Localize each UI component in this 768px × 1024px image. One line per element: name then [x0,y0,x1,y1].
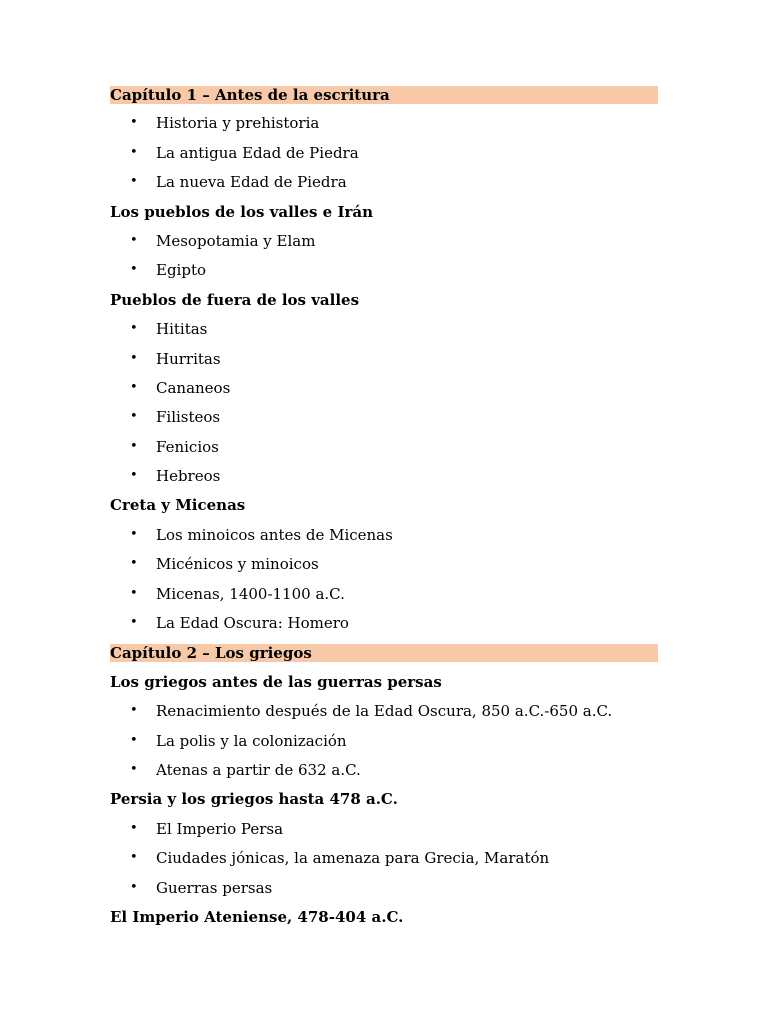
bullet-icon: • [130,820,138,836]
list-item-text: La Edad Oscura: Homero [156,614,349,633]
list-item [110,848,658,877]
bullet-icon: • [130,350,138,366]
list-item-text: Fenicios [156,437,219,456]
list-item [110,584,658,613]
bullet-icon: • [130,144,138,160]
list-item-text: Hurritas [156,349,221,368]
list-item-text: La antigua Edad de Piedra [156,143,359,162]
list-item [110,113,658,142]
list-item [110,319,658,348]
list-item-text: Mesopotamia y Elam [156,231,316,250]
list-item-text: Cananeos [156,378,231,397]
list-item-text: Guerras persas [156,878,273,897]
bullet-icon: • [130,438,138,454]
list-item-text: Hititas [156,320,208,339]
bullet-icon: • [130,761,138,777]
bullet-icon: • [130,879,138,895]
bullet-icon: • [130,321,138,337]
section-heading: Pueblos de fuera de los valles [110,290,360,309]
list-item [110,231,658,260]
bullet-icon: • [130,585,138,601]
list-item-text: Renacimiento después de la Edad Oscura, 850 a.C.-650 a.C. [156,702,613,721]
list-item-text: La nueva Edad de Piedra [156,173,347,192]
bullet-icon: • [130,703,138,719]
list-item [110,819,658,848]
section-heading: Los griegos antes de las guerras persas [110,672,442,691]
list-item-text: Micénicos y minoicos [156,555,319,574]
list-item-text: Ciudades jónicas, la amenaza para Grecia, Maratón [156,849,550,868]
list-item [110,349,658,378]
list-item-text: Micenas, 1400-1100 a.C. [156,584,345,603]
bullet-icon: • [130,556,138,572]
bullet-icon: • [130,468,138,484]
list-item-text: Historia y prehistoria [156,114,320,133]
list-item [110,878,658,907]
list-item [110,554,658,583]
list-item [110,143,658,172]
list-item [110,466,658,495]
section-heading: El Imperio Ateniense, 478-404 a.C. [110,907,404,926]
list-item [110,407,658,436]
bullet-icon: • [130,732,138,748]
list-item [110,378,658,407]
section-heading: Creta y Micenas [110,496,246,515]
bullet-icon: • [130,232,138,248]
list-item [110,172,658,201]
table-of-contents [110,84,658,936]
bullet-icon: • [130,526,138,542]
chapter-heading: Capítulo 1 – Antes de la escritura [110,86,658,104]
list-item-text: Filisteos [156,408,221,427]
bullet-icon: • [130,115,138,131]
section-heading: Persia y los griegos hasta 478 a.C. [110,790,398,809]
section-heading: Los pueblos de los valles e Irán [110,202,373,221]
list-item-text: Los minoicos antes de Micenas [156,525,393,544]
chapter-heading: Capítulo 2 – Los griegos [110,644,658,662]
list-item [110,525,658,554]
list-item-text: El Imperio Persa [156,819,284,838]
list-item [110,613,658,642]
list-item-text: La polis y la colonización [156,731,347,750]
list-item-text: Egipto [156,261,207,280]
bullet-icon: • [130,262,138,278]
list-item [110,437,658,466]
bullet-icon: • [130,174,138,190]
bullet-icon: • [130,615,138,631]
list-item-text: Atenas a partir de 632 a.C. [156,760,361,779]
list-item [110,701,658,730]
list-item-text: Hebreos [156,467,221,486]
bullet-icon: • [130,379,138,395]
bullet-icon: • [130,850,138,866]
list-item [110,760,658,789]
list-item [110,260,658,289]
bullet-icon: • [130,409,138,425]
list-item [110,731,658,760]
